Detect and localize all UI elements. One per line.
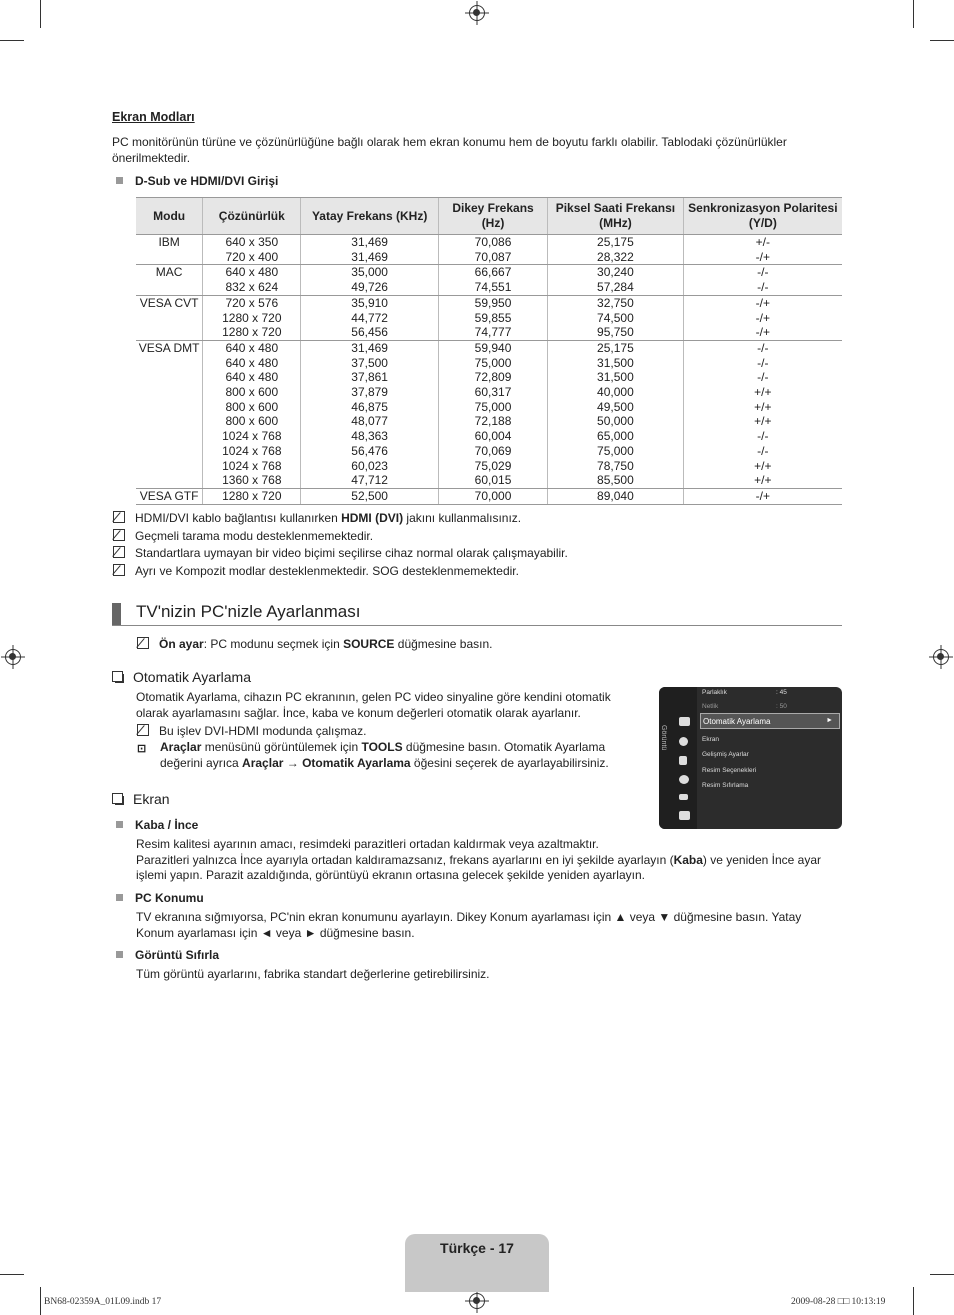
- crop-mark: [40, 1287, 41, 1315]
- cell-value: -/-: [757, 355, 769, 370]
- cell-value: +/+: [754, 385, 772, 400]
- cell-value: +/+: [754, 458, 772, 473]
- note-standard: [113, 546, 568, 560]
- table-row: [136, 295, 842, 340]
- cell-value: 75,029: [474, 458, 512, 473]
- table-cell: [548, 265, 684, 295]
- column-header: Dikey Frekans (Hz): [438, 198, 547, 235]
- note-text: Bu işlev DVI-HDMI modunda çalışmaz.: [159, 724, 367, 738]
- table-cell: [136, 488, 203, 504]
- table-header-row: [136, 198, 842, 235]
- table-cell: [683, 295, 842, 340]
- cell-value: 52,500: [351, 488, 388, 503]
- tools-text: menüsünü görüntülemek için: [201, 740, 362, 754]
- footer-file: BN68-02359A_01L09.indb 17: [44, 1297, 162, 1307]
- cell-value: 70,087: [474, 249, 512, 264]
- note-icon: [113, 546, 125, 558]
- column-header: Yatay Frekans (KHz): [301, 198, 439, 235]
- note-text: Geçmeli tarama modu desteklenmemektedir.: [135, 529, 374, 543]
- crop-mark: [930, 1274, 954, 1275]
- cell-value: 66,667: [474, 265, 512, 280]
- note-hdmi: [113, 511, 521, 525]
- tools-text: öğesini seçerek de ayarlayabilirsiniz.: [410, 755, 609, 770]
- note-interlace: [113, 529, 373, 543]
- section-title-pc-setup: [112, 601, 842, 626]
- menu-side-label: Görüntü: [660, 725, 667, 751]
- footer-date: 2009-08-28 □□ 10:13:19: [791, 1297, 886, 1307]
- note-icon: [113, 511, 125, 523]
- registration-mark-icon: [933, 649, 949, 665]
- page-number-tab: [405, 1234, 549, 1292]
- checkbox-icon: [112, 793, 123, 804]
- bullet-goruntu-sifirla: [116, 948, 219, 962]
- table-cell: [136, 295, 203, 340]
- menu-item: Parlaklık: [702, 689, 727, 696]
- tools-text: düğmesine basın. Otomatik Ayarlama değerini ayrıca: [160, 740, 606, 770]
- cell-value: 70,069: [474, 443, 512, 458]
- cell-value: 70,000: [474, 488, 512, 503]
- cell-value: 78,750: [597, 458, 634, 473]
- auto-desc: Otomatik Ayarlama, cihazın PC ekranının, gelen PC video sinyaline göre kendini otomatik olarak ayarlamasını sağlar. İnce, kaba ve konum değerleri otomatik olarak ayarlanır.: [136, 690, 611, 720]
- cell-value: 74,551: [474, 280, 512, 295]
- cell-value: 31,469: [351, 340, 388, 355]
- cell-value: 37,879: [351, 385, 388, 400]
- cell-value: +/+: [754, 473, 772, 488]
- table-cell: [438, 295, 547, 340]
- mode-label: VESA DMT: [138, 340, 200, 355]
- crop-mark: [0, 1274, 24, 1275]
- column-header: Piksel Saati Frekansı (MHz): [548, 198, 684, 235]
- table-row: [136, 265, 842, 295]
- cell-value: 640 x 480: [225, 355, 279, 370]
- mode-label: VESA CVT: [139, 295, 199, 310]
- subsection-title: Ekran: [133, 791, 170, 807]
- note-text: jakını kullanmalısınız.: [403, 511, 522, 525]
- cell-value: 60,015: [474, 473, 512, 488]
- cell-value: 35,000: [351, 265, 388, 280]
- input-icon: [679, 794, 688, 800]
- cell-value: 28,322: [597, 249, 634, 264]
- cell-value: -/+: [755, 325, 770, 340]
- cell-value: 72,809: [474, 370, 512, 385]
- mode-label: VESA GTF: [139, 488, 199, 503]
- checkbox-icon: [112, 671, 123, 682]
- cell-value: 1024 x 768: [222, 443, 282, 458]
- preset-text: : PC modunu seçmek için: [203, 637, 344, 651]
- cell-value: 31,500: [597, 355, 634, 370]
- cell-value: 74,777: [474, 325, 512, 340]
- column-header: Modu: [136, 198, 203, 235]
- cell-value: 30,240: [597, 265, 634, 280]
- cell-value: 31,469: [351, 249, 388, 264]
- tools-icon: ⊡: [137, 743, 147, 755]
- cell-value: 31,500: [597, 370, 634, 385]
- table-cell: [301, 340, 439, 488]
- registration-mark-icon: [5, 649, 21, 665]
- preset-note: [137, 637, 493, 651]
- table-cell: [136, 265, 203, 295]
- cell-value: 640 x 480: [225, 370, 279, 385]
- cell-value: -/+: [755, 310, 770, 325]
- cell-value: 65,000: [597, 429, 634, 444]
- bullet-dsub: [116, 174, 278, 188]
- tools-bold: TOOLS: [361, 740, 403, 754]
- bullet-label: D-Sub ve HDMI/DVI Girişi: [135, 174, 279, 188]
- note-icon: [113, 529, 125, 541]
- note-icon: [137, 724, 149, 736]
- selected-label: Otomatik Ayarlama: [703, 717, 771, 726]
- table-cell: [683, 488, 842, 504]
- column-header: Çözünürlük: [203, 198, 301, 235]
- source-bold: SOURCE: [343, 637, 395, 651]
- cell-value: 44,772: [351, 310, 388, 325]
- support-icon: [679, 811, 690, 820]
- arrow-right-icon: ►: [826, 717, 833, 724]
- subsection-ekran: [112, 791, 170, 807]
- table-cell: [683, 340, 842, 488]
- bullet-square-icon: [116, 177, 123, 184]
- cell-value: -/+: [755, 488, 770, 503]
- cell-value: 60,317: [474, 385, 512, 400]
- cell-value: 37,500: [351, 355, 388, 370]
- crop-mark: [40, 0, 41, 28]
- cell-value: 800 x 600: [225, 399, 279, 414]
- title-bar-marker: [112, 603, 121, 625]
- osd-menu-screenshot: [659, 687, 842, 829]
- bullet-label: Görüntü Sıfırla: [135, 948, 219, 962]
- menu-item: Resim Seçenekleri: [702, 767, 757, 774]
- note-text: HDMI/DVI kablo bağlantısı kullanırken: [135, 511, 342, 525]
- table-cell: [203, 295, 301, 340]
- cell-value: 49,500: [597, 399, 634, 414]
- table-cell: [438, 340, 547, 488]
- menu-item-value: : 45: [776, 689, 787, 696]
- setup-icon: [679, 775, 689, 784]
- cell-value: 60,004: [474, 429, 512, 444]
- table-row: [136, 340, 842, 488]
- cell-value: 72,188: [474, 414, 512, 429]
- cell-value: 59,950: [474, 295, 512, 310]
- subsection-title: Otomatik Ayarlama: [133, 669, 252, 685]
- table-cell: [438, 235, 547, 265]
- crop-mark: [0, 40, 24, 41]
- menu-item: Netlik: [702, 703, 719, 710]
- cell-value: 95,750: [597, 325, 634, 340]
- cell-value: 56,456: [351, 325, 388, 340]
- registration-mark-icon: [469, 5, 485, 21]
- cell-value: 48,077: [351, 414, 388, 429]
- bullet-pc-konumu: [116, 891, 204, 905]
- cell-value: +/+: [754, 399, 772, 414]
- table-cell: [548, 340, 684, 488]
- cell-value: 32,750: [597, 295, 634, 310]
- cell-value: 1280 x 720: [222, 325, 282, 340]
- kaba-ince-line: ) ve yeniden İnce ayar işlemi yapın. Parazit azaldığında, görüntüyü ekranın ortasına gelecek şekilde yeniden ayarlayın.: [136, 852, 821, 882]
- cell-value: -/-: [757, 340, 769, 355]
- cell-value: 56,476: [351, 443, 388, 458]
- cell-value: 640 x 480: [225, 265, 279, 280]
- registration-mark-icon: [469, 1293, 485, 1309]
- channel-icon: [679, 756, 687, 765]
- mode-label: IBM: [158, 235, 180, 249]
- bullet-label: Kaba / İnce: [135, 818, 199, 832]
- bullet-kaba-ince: [116, 818, 198, 832]
- bullet-label: PC Konumu: [135, 891, 204, 905]
- table-cell: [301, 265, 439, 295]
- cell-value: 832 x 624: [225, 280, 279, 295]
- cell-value: -/-: [757, 429, 769, 444]
- table-cell: [203, 488, 301, 504]
- crop-mark: [913, 1287, 914, 1315]
- table-cell: [683, 235, 842, 265]
- sound-icon: [679, 737, 688, 746]
- preset-text: düğmesine basın.: [394, 637, 493, 651]
- bullet-square-icon: [116, 894, 123, 901]
- table-cell: [301, 235, 439, 265]
- menu-item-value: : 50: [776, 703, 787, 710]
- crop-mark: [913, 0, 914, 28]
- cell-value: -/-: [757, 370, 769, 385]
- tools-bold: Araçlar: [242, 755, 284, 770]
- note-text: Standartlara uymayan bir video biçimi seçilirse cihaz normal olarak çalışmayabilir.: [135, 546, 568, 560]
- goruntu-sifirla-text: Tüm görüntü ayarlarını, fabrika standart değerlerine getirebilirsiniz.: [136, 967, 490, 981]
- table-cell: [548, 488, 684, 504]
- table-cell: [136, 340, 203, 488]
- cell-value: 74,500: [597, 310, 634, 325]
- table-cell: [203, 340, 301, 488]
- tools-note: [137, 740, 637, 771]
- pc-konumu-text: TV ekranına sığmıyorsa, PC'nin ekran konumunu ayarlayın. Dikey Konum ayarlaması için ▲ veya ▼ düğmesine basın. Yatay Konum ayarlaması için ◄ veya ► düğmesine basın.: [136, 910, 802, 940]
- cell-value: 1280 x 720: [222, 488, 282, 503]
- table-row: [136, 488, 842, 504]
- cell-value: 40,000: [597, 385, 634, 400]
- cell-value: -/+: [755, 295, 770, 310]
- section-title-ekran-modlari: Ekran Modları: [112, 110, 195, 124]
- note-icon: [137, 637, 149, 649]
- cell-value: 1024 x 768: [222, 458, 282, 473]
- cell-value: -/-: [757, 280, 769, 295]
- preset-bold: Ön ayar: [159, 637, 204, 651]
- intro-paragraph: PC monitörünün türüne ve çözünürlüğüne bağlı olarak hem ekran konumu hem de boyutu farklı olabilir. Tablodaki çözünürlükler önerilmektedir.: [112, 135, 787, 165]
- kaba-ince-line: Resim kalitesi ayarının amacı, resimdeki parazitleri ortadan kaldırmak veya azaltmaktır.: [136, 837, 599, 851]
- table-cell: [548, 235, 684, 265]
- kaba-ince-line: Parazitleri yalnızca İnce ayarıyla ortadan kaldıramazsanız, frekans ayarlarını en iyi şekilde ayarlayın (: [136, 852, 674, 867]
- menu-sidebar: [659, 687, 697, 829]
- table-row: [136, 235, 842, 265]
- cell-value: +/-: [755, 235, 770, 249]
- cell-value: 1024 x 768: [222, 429, 282, 444]
- cell-value: 85,500: [597, 473, 634, 488]
- menu-item-selected: [700, 713, 840, 729]
- note-icon: [113, 564, 125, 576]
- note-bold: HDMI (DVI): [341, 511, 404, 525]
- cell-value: 75,000: [474, 355, 512, 370]
- cell-value: 47,712: [351, 473, 388, 488]
- cell-value: 640 x 350: [225, 235, 279, 249]
- auto-note: [137, 724, 366, 738]
- table-cell: [548, 295, 684, 340]
- cell-value: 50,000: [597, 414, 634, 429]
- page-number: Türkçe - 17: [440, 1240, 514, 1256]
- table-cell: [136, 235, 203, 265]
- display-modes-table: [136, 197, 842, 505]
- cell-value: 31,469: [351, 235, 388, 249]
- cell-value: -/-: [757, 443, 769, 458]
- table-cell: [683, 265, 842, 295]
- cell-value: 75,000: [597, 443, 634, 458]
- cell-value: 640 x 480: [225, 340, 279, 355]
- table-cell: [301, 295, 439, 340]
- cell-value: -/-: [757, 265, 769, 280]
- bullet-square-icon: [116, 821, 123, 828]
- table-cell: [438, 488, 547, 504]
- tools-bold: Araçlar: [160, 740, 202, 754]
- menu-item: Ekran: [702, 736, 719, 743]
- cell-value: 70,086: [474, 235, 512, 249]
- table-cell: [203, 235, 301, 265]
- cell-value: 46,875: [351, 399, 388, 414]
- cell-value: 25,175: [597, 340, 634, 355]
- cell-value: 59,940: [474, 340, 512, 355]
- cell-value: 48,363: [351, 429, 388, 444]
- bullet-square-icon: [116, 951, 123, 958]
- section-title-text: TV'nizin PC'nizle Ayarlanması: [136, 602, 361, 621]
- cell-value: +/+: [754, 414, 772, 429]
- cell-value: 89,040: [597, 488, 634, 503]
- menu-item: Gelişmiş Ayarlar: [702, 751, 749, 758]
- cell-value: 1280 x 720: [222, 310, 282, 325]
- kaba-ince-text: [136, 837, 842, 884]
- cell-value: 35,910: [351, 295, 388, 310]
- cell-value: 25,175: [597, 235, 634, 249]
- cell-value: 49,726: [351, 280, 388, 295]
- table-cell: [301, 488, 439, 504]
- menu-item: Resim Sıfırlama: [702, 782, 749, 789]
- cell-value: 800 x 600: [225, 414, 279, 429]
- note-text: Ayrı ve Kompozit modlar desteklenmektedir. SOG desteklenmemektedir.: [135, 564, 519, 578]
- cell-value: 75,000: [474, 399, 512, 414]
- kaba-bold: Kaba: [673, 852, 703, 867]
- table-cell: [203, 265, 301, 295]
- note-sog: [113, 564, 519, 578]
- cell-value: 59,855: [474, 310, 512, 325]
- mode-label: MAC: [155, 265, 183, 280]
- cell-value: 720 x 400: [225, 249, 279, 264]
- picture-icon: [679, 717, 690, 726]
- table-cell: [438, 265, 547, 295]
- column-header: Senkronizasyon Polaritesi (Y/D): [683, 198, 842, 235]
- cell-value: 1360 x 768: [222, 473, 282, 488]
- cell-value: 720 x 576: [225, 295, 279, 310]
- cell-value: -/+: [755, 249, 770, 264]
- cell-value: 60,023: [351, 458, 388, 473]
- cell-value: 57,284: [597, 280, 634, 295]
- tools-bold: Otomatik Ayarlama: [302, 755, 411, 770]
- crop-mark: [930, 40, 954, 41]
- tools-text: →: [283, 755, 303, 770]
- subsection-auto-adjust: [112, 669, 251, 685]
- cell-value: 37,861: [351, 370, 388, 385]
- cell-value: 800 x 600: [225, 385, 279, 400]
